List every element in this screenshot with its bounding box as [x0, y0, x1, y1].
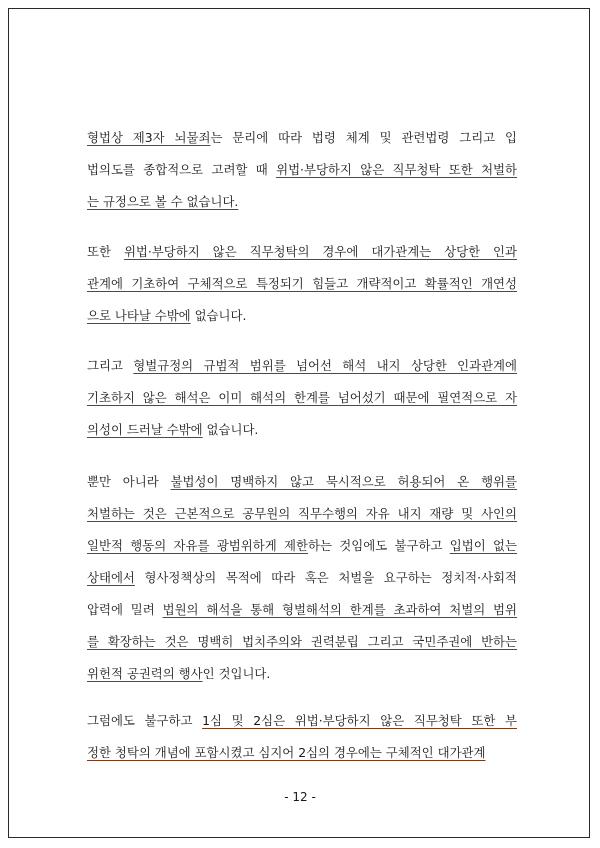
underlined-text: 상태에서: [87, 570, 135, 585]
underlined-text: 불법성이 명백하지 않고 묵시적으로 허용되어 온 행위를: [170, 474, 517, 489]
underlined-text: 법원의 해석을 통해 형벌해석의 한계를 초과하여 처벌의 범위: [162, 602, 517, 617]
text-line: [87, 705, 517, 737]
text-line: [87, 154, 517, 186]
text-line: [87, 300, 517, 332]
text-segment: 없습니다.: [202, 422, 259, 437]
text-line: [87, 268, 517, 300]
page-number: - 12 -: [284, 790, 316, 804]
text-line: [87, 562, 517, 594]
text-line: [87, 594, 517, 626]
text-line: [87, 530, 517, 562]
text-line: [87, 414, 517, 446]
text-segment: 그리고: [87, 358, 134, 373]
text-line: [87, 186, 517, 218]
text-line: [87, 350, 517, 382]
underlined-text: 형벌규정의 규범적 범위를 넘어선 해석 내지 상당한 인과관계에: [133, 358, 517, 373]
underlined-text: 의성이 드러날 수밖에: [87, 422, 203, 437]
underlined-text: 처벌하는 것은 근본적으로 공무원의 직무수행의 자유 내지 재량 및 사인의: [87, 506, 517, 521]
text-line: [87, 658, 517, 690]
underlined-text: 관계에 기초하여 구체적으로 특정되기 힘들고 개략적이고 확률적인 개연성: [87, 276, 517, 291]
text-line: [87, 236, 517, 268]
paragraph-causal-relation: [87, 236, 517, 332]
text-line: [87, 466, 517, 498]
text-segment: 형사정책상의 목적에 따라 혹은 처벌을 요구하는 정치적·사회적: [134, 570, 517, 585]
underlined-text: 입법이 없는: [449, 538, 517, 553]
underlined-text: 기초하지 않은 해석은 이미 해석의 한계를 넘어섰기 때문에 필연적으로 자: [87, 390, 517, 405]
paragraph-arbitrariness: [87, 350, 517, 446]
underlined-text: 위법·부당하지 않은 직무청탁 또한 처벌하: [276, 162, 517, 177]
underlined-text: 는 규정으로 볼 수 없습니다.: [87, 194, 239, 209]
underlined-text: 1심 및 2심은 위법·부당하지 않은 직무청탁 또한 부: [202, 713, 517, 728]
paragraph-court-rulings: [87, 705, 517, 769]
underlined-text: 위법·부당하지 않은 직무청탁의 경우에 대가관계는 상당한 인과: [123, 244, 517, 259]
underlined-text: 를 확장하는 것은 명백히 법치주의와 권력분립 그리고 국민주권에 반하는: [87, 634, 517, 649]
text-line: [87, 122, 517, 154]
text-segment: 법의도를 종합적으로 고려할 때: [87, 162, 277, 177]
paragraph-unconstitutional: [87, 466, 517, 690]
text-segment: 그럼에도 불구하고: [87, 713, 203, 728]
text-segment: 는 문리에 따라 법령 체계 및 관련법령 그리고 입: [210, 130, 518, 145]
paragraph-third-party-bribery: [87, 122, 517, 218]
underlined-text: 으로 나타날 수밖에: [87, 308, 191, 323]
text-line: [87, 737, 517, 769]
underlined-text: 위헌적 공권력의 행사: [87, 666, 203, 681]
underlined-text: 일반적 행동의 자유를 광범위하게 제한: [87, 538, 308, 553]
text-segment: 압력에 밀려: [87, 602, 163, 617]
text-segment: 뿐만 아니라: [87, 474, 171, 489]
underlined-text: 정한 청탁의 개념에 포함시켰고 심지어 2심의 경우에는 구체적인 대가관계: [87, 745, 486, 760]
underlined-text: 형법상 제3자 뇌물죄: [87, 130, 211, 145]
text-line: [87, 626, 517, 658]
text-line: [87, 498, 517, 530]
text-segment: 하는 것임에도 불구하고: [307, 538, 450, 553]
text-segment: 없습니다.: [190, 308, 247, 323]
text-line: [87, 382, 517, 414]
text-segment: 인 것입니다.: [202, 666, 271, 681]
text-segment: 또한: [87, 244, 124, 259]
